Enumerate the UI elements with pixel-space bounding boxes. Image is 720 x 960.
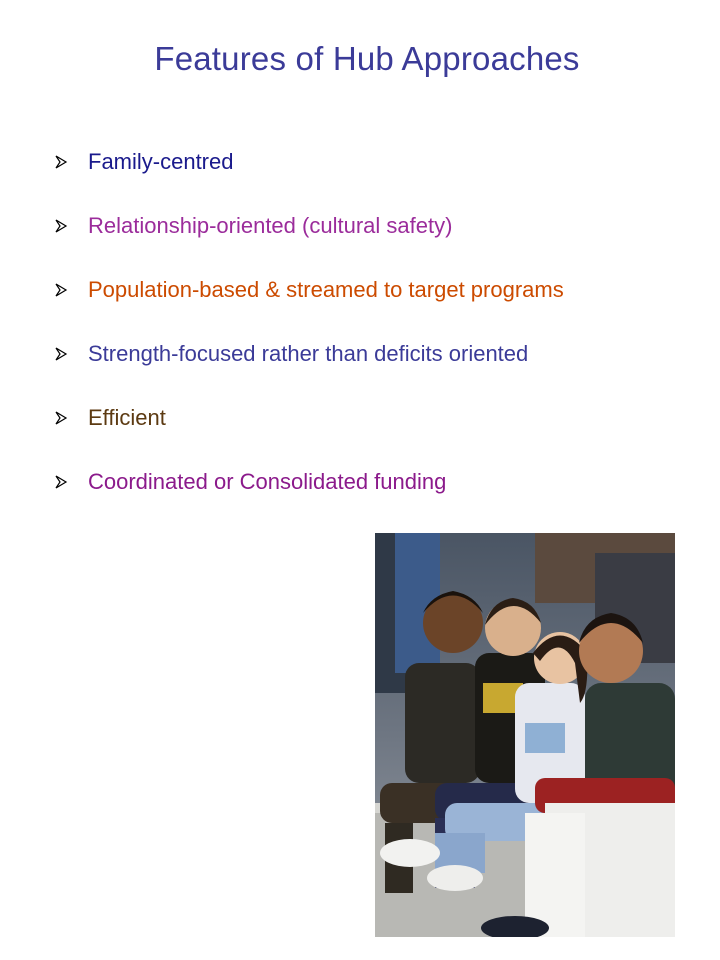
bullet-text: Family-centred <box>88 149 234 174</box>
bullet-item <box>54 130 564 194</box>
bullet-text: Coordinated or Consolidated funding <box>88 469 447 494</box>
arrowhead-bullet-icon <box>54 283 68 297</box>
bullet-item <box>54 258 564 322</box>
arrowhead-bullet-icon <box>54 219 68 233</box>
arrowhead-bullet-icon <box>54 411 68 425</box>
children-sitting-photo <box>375 533 675 937</box>
bullet-item <box>54 194 564 258</box>
slide-title: Features of Hub Approaches <box>154 40 580 77</box>
bullet-list <box>54 130 564 514</box>
bullet-text: Strength-focused rather than deficits oriented <box>88 341 529 366</box>
bullet-text: Efficient <box>88 405 166 430</box>
bullet-item <box>54 322 564 386</box>
arrowhead-bullet-icon <box>54 475 68 489</box>
bullet-text: Relationship-oriented (cultural safety) <box>88 213 453 238</box>
bullet-item <box>54 386 564 450</box>
arrowhead-bullet-icon <box>54 347 68 361</box>
bullet-item <box>54 450 564 514</box>
arrowhead-bullet-icon <box>54 155 68 169</box>
bullet-text: Population-based & streamed to target programs <box>88 277 564 302</box>
